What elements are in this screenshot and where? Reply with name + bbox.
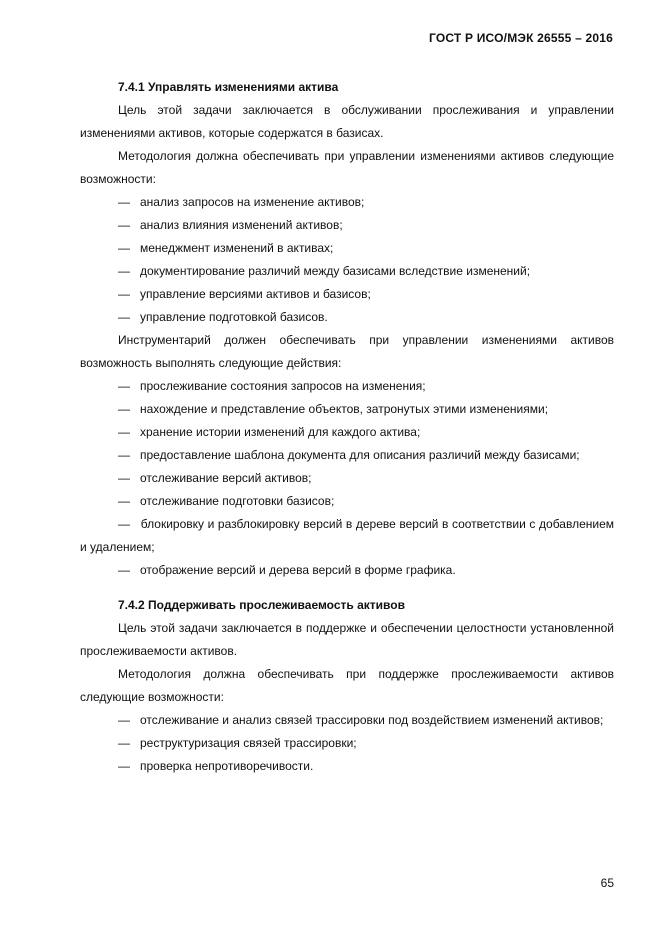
page-header: ГОСТ Р ИСО/МЭК 26555 – 2016 xyxy=(428,31,613,45)
section-spacer xyxy=(80,582,614,594)
page-number: 65 xyxy=(600,876,614,890)
list-item: — блокировку и разблокировку версий в дереве версий в соответствии с добавлением и удалением; xyxy=(80,517,618,554)
list-item: — отслеживание версий активов; xyxy=(118,471,312,485)
list-item: — управление подготовкой базисов. xyxy=(118,310,328,324)
paragraph: Инструментарий должен обеспечивать при управлении изменениями активов возможность выполнять следующие действия: xyxy=(80,333,614,370)
list-item: — документирование различий между базисами вследствие изменений; xyxy=(118,264,531,278)
list-item: — отслеживание подготовки базисов; xyxy=(118,494,335,508)
list-item: — отображение версий и дерева версий в форме графика. xyxy=(118,563,456,577)
paragraph: Цель этой задачи заключается в обслуживании прослеживания и управлении изменениями активов, которые содержатся в базисах. xyxy=(80,103,614,140)
list-item: — предоставление шаблона документа для описания различий между базисами; xyxy=(118,448,580,462)
page-body xyxy=(80,76,618,778)
section-heading: 7.4.2 Поддерживать прослеживаемость активов xyxy=(118,598,405,612)
list-item: — прослеживание состояния запросов на изменения; xyxy=(118,379,426,393)
paragraph: Цель этой задачи заключается в поддержке и обеспечении целостности установленной прослеживаемости активов. xyxy=(80,621,614,658)
paragraph: Методология должна обеспечивать при поддержке прослеживаемости активов следующие возможности: xyxy=(80,667,614,704)
section-heading: 7.4.1 Управлять изменениями актива xyxy=(118,80,339,94)
list-item: — анализ запросов на изменение активов; xyxy=(118,195,365,209)
list-item: — хранение истории изменений для каждого актива; xyxy=(118,425,421,439)
list-item: — управление версиями активов и базисов; xyxy=(118,287,371,301)
list-item: — анализ влияния изменений активов; xyxy=(118,218,343,232)
list-item: — проверка непротиворечивости. xyxy=(118,759,314,773)
list-item: — реструктуризация связей трассировки; xyxy=(118,736,357,750)
list-item: — менеджмент изменений в активах; xyxy=(118,241,334,255)
list-item: — отслеживание и анализ связей трассировки под воздействием изменений активов; xyxy=(118,713,604,727)
paragraph: Методология должна обеспечивать при управлении изменениями активов следующие возможности: xyxy=(80,149,614,186)
list-item: — нахождение и представление объектов, затронутых этими изменениями; xyxy=(118,402,549,416)
